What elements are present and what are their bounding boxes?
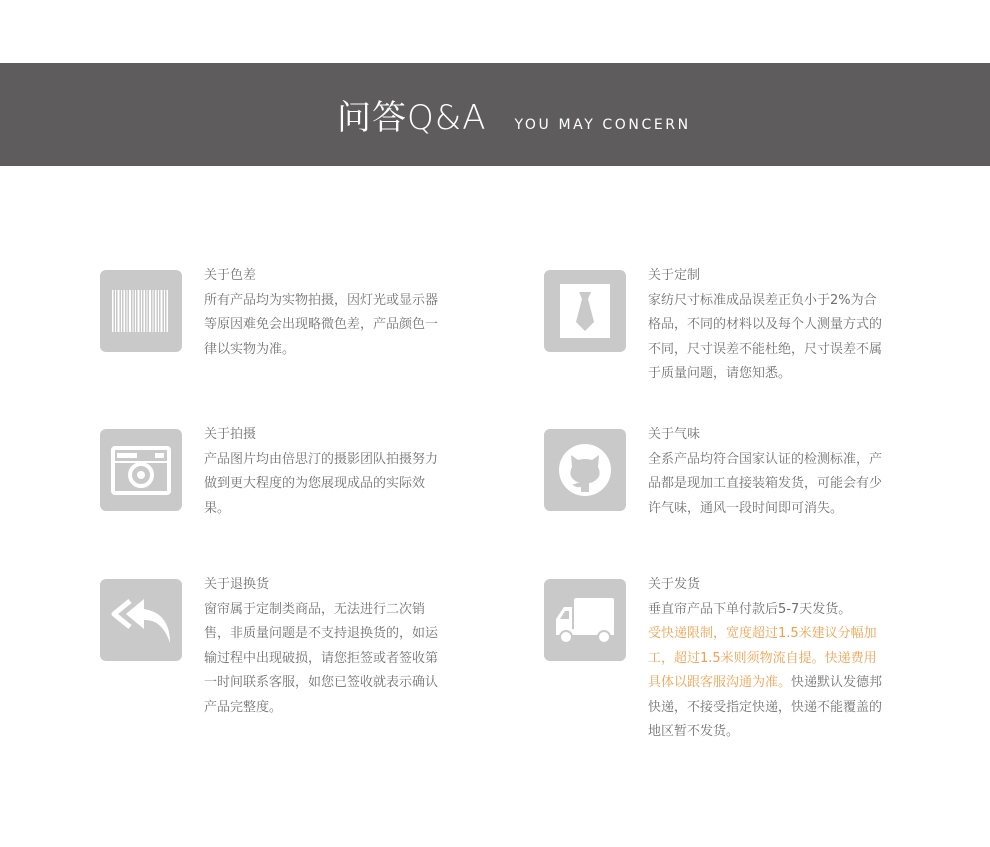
camera-icon-graphic xyxy=(100,429,182,511)
tie-icon-graphic xyxy=(544,270,626,352)
faq-text-color xyxy=(204,264,440,362)
truck-icon-graphic xyxy=(544,579,626,661)
faq-body: 垂直帘产品下单付款后5-7天发货。 xyxy=(648,601,852,617)
faq-title: 关于色差 xyxy=(204,268,257,283)
faq-title: 关于拍摄 xyxy=(204,427,257,442)
faq-body: 所有产品均为实物拍摄，因灯光或显示器等原因难免会出现略微色差，产品颜色一律以实物为准。 xyxy=(204,292,439,357)
cat-icon xyxy=(544,429,626,511)
faq-body: 窗帘属于定制类商品，无法进行二次销售，非质量问题是不支持退换货的，如运输过程中出现破损，请您拒签或者签收第一时间联系客服，如您已签收就表示确认产品完整度。 xyxy=(204,601,439,715)
banner-title xyxy=(337,90,691,140)
truck-icon xyxy=(544,579,626,661)
faq-title: 关于发货 xyxy=(648,577,701,592)
faq-text-return xyxy=(204,573,440,720)
cat-icon-graphic xyxy=(544,429,626,511)
banner-title-en: YOU MAY CONCERN xyxy=(514,117,691,133)
camera-icon xyxy=(100,429,182,511)
barcode-icon xyxy=(100,270,182,352)
faq-body: 快递默认发德邦快递，不接受指定快递，快递不能覆盖的地区暂不发货。 xyxy=(648,675,883,739)
faq-body-highlight: 受快递限制，宽度超过1.5米建议分幅加工，超过1.5米则须物流自提。快递费用具体以跟客服沟通为准。 xyxy=(648,626,877,690)
faq-body: 家纺尺寸标准成品误差正负小于2%为合格品，不同的材料以及每个人测量方式的不同，尺寸误差不能杜绝，尺寸误差不属于质量问题，请您知悉。 xyxy=(648,292,883,381)
tie-icon xyxy=(544,270,626,352)
faq-title: 关于退换货 xyxy=(204,577,270,592)
faq-title: 关于气味 xyxy=(648,427,701,442)
faq-text-photo xyxy=(204,423,440,521)
faq-text-ship xyxy=(648,573,884,745)
faq-text-smell xyxy=(648,423,884,521)
reply-all-icon xyxy=(100,579,182,661)
banner-title-cn: 问答Q&A xyxy=(337,98,487,138)
faq-body: 全系产品均符合国家认证的检测标准，产品都是现加工直接装箱发货，可能会有少许气味，通风一段时间即可消失。 xyxy=(648,451,883,516)
faq-title: 关于定制 xyxy=(648,268,701,283)
reply-all-icon-graphic xyxy=(100,579,182,661)
faq-body: 产品图片均由倍思汀的摄影团队拍摄努力做到更大程度的为您展现成品的实际效果。 xyxy=(204,451,439,516)
faq-text-custom xyxy=(648,264,884,387)
barcode-icon-graphic xyxy=(100,270,182,352)
header-banner xyxy=(0,63,990,166)
